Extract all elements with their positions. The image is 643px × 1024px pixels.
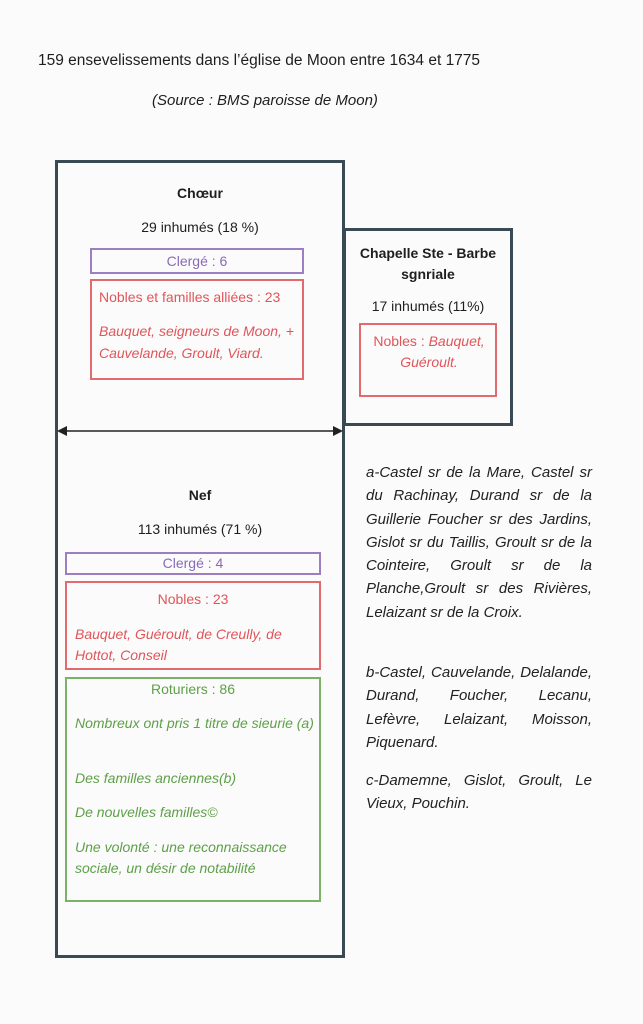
nef-count: 113 inhumés (71 %) — [137, 521, 263, 537]
double-arrow-divider — [55, 421, 345, 441]
choeur-clerge-box: Clergé : 6 — [90, 248, 304, 274]
choeur-nobles-names: Bauquet, seigneurs de Moon, + Cauvelande, Groult, Viard. — [99, 323, 294, 361]
source-note: (Source : BMS paroisse de Moon) — [152, 92, 378, 109]
roturiers-item: Une volonté : une reconnaissance sociale, un désir de notabilité — [75, 839, 287, 876]
chapelle-nobles-label: Nobles : — [373, 333, 429, 349]
chapelle-nobles-names: Bauquet, Guéroult. — [400, 333, 485, 370]
choeur-count: 29 inhumés (18 %) — [141, 219, 259, 235]
roturiers-label: Roturiers : 86 — [150, 681, 236, 697]
roturiers-item: De nouvelles familles© — [75, 804, 218, 820]
nef-nobles-names: Bauquet, Guéroult, de Creully, de Hottot, Conseil — [75, 626, 282, 663]
chapelle-title: Chapelle Ste - Barbe sgnriale — [359, 245, 497, 282]
nef-nobles-label: Nobles : 23 — [157, 591, 229, 607]
note-a: a-Castel sr de la Mare, Castel sr du Rachinay, Durand sr de la Guillerie Foucher sr des Jardins, Gislot sr du Taillis, Groult sr de la Cointeire, Groult sr de la Planche,Groult sr des Rivières, Lelaizant sr de la Croix. — [366, 464, 592, 621]
nef-clerge-box: Clergé : 4 — [65, 552, 321, 575]
note-c: c-Damemne, Gislot, Groult, Le Vieux, Pouchin. — [366, 772, 592, 813]
chapelle-count: 17 inhumés (11%) — [371, 298, 485, 314]
roturiers-item: Nombreux ont pris 1 titre de sieurie (a) — [75, 715, 314, 731]
page-title: 159 ensevelissements dans l’église de Moon entre 1634 et 1775 — [38, 52, 481, 69]
roturiers-item: Des familles anciennes(b) — [75, 770, 237, 786]
note-b: b-Castel, Cauvelande, Delalande, Durand, Foucher, Lecanu, Lefèvre, Lelaizant, Moisson, Piquenard. — [366, 664, 592, 751]
choeur-title: Chœur — [177, 185, 223, 201]
chapelle-nobles-text — [362, 331, 496, 373]
choeur-nobles-label: Nobles et familles alliées : 23 — [99, 289, 281, 305]
nef-title: Nef — [188, 487, 212, 503]
